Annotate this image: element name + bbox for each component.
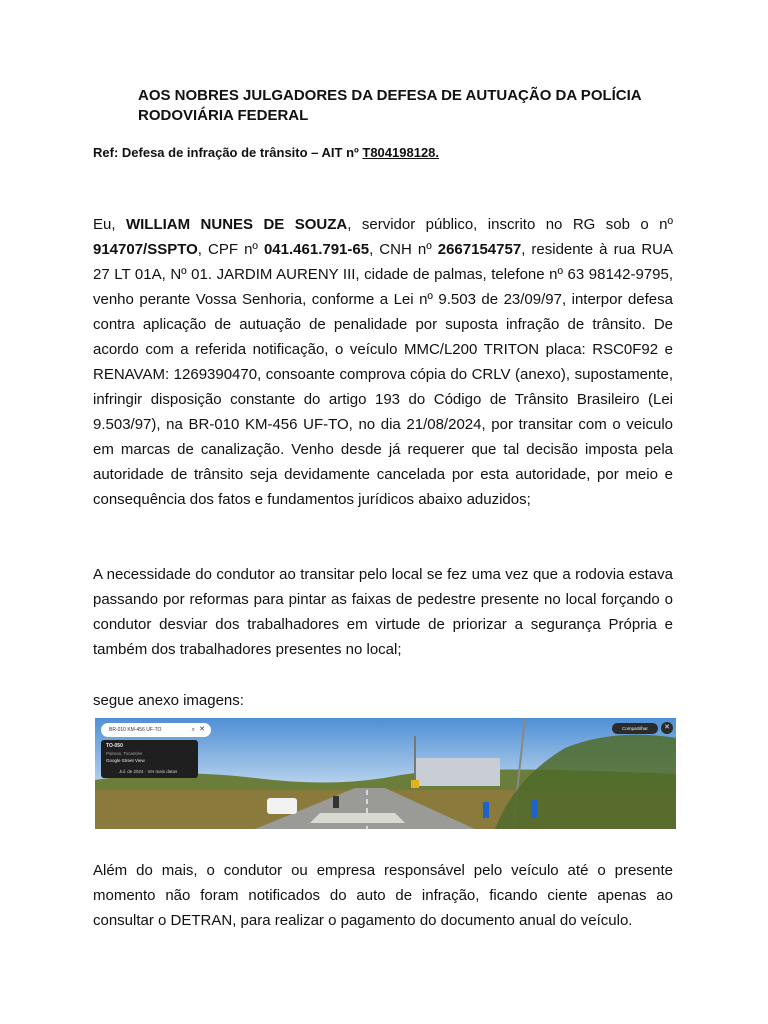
warning-sign bbox=[411, 780, 419, 788]
worker-1 bbox=[483, 802, 489, 818]
card-date: Jul. de 2024 bbox=[119, 769, 144, 774]
paragraph-justification: A necessidade do condutor ao transitar pelo local se fez uma vez que a rodovia estava passando por reformas para pintar as faixas de pedestre presente no local forçando o condutor desviar dos trabalhadores em virtude de priorizar a segurança Própria e também dos trabalhadores presentes no local; bbox=[93, 566, 673, 658]
ait-number: T804198128. bbox=[362, 145, 440, 160]
search-icon[interactable]: ⌕ bbox=[191, 727, 195, 733]
paragraph-annex: segue anexo imagens: bbox=[93, 692, 244, 709]
person-name: WILLIAM NUNES DE SOUZA bbox=[125, 216, 348, 233]
card-source: Google Street View bbox=[106, 758, 145, 763]
reference-line bbox=[93, 145, 439, 160]
p1-text-1: Eu, bbox=[93, 216, 126, 233]
share-button[interactable]: Compartilhar bbox=[612, 723, 658, 734]
crosswalk bbox=[310, 813, 405, 823]
worker-2 bbox=[531, 800, 537, 818]
maps-search-text: BR-010 KM-456 UF-TO bbox=[109, 727, 162, 733]
paragraph-identification bbox=[93, 212, 673, 512]
rg-number: 914707/SSPTO bbox=[93, 241, 198, 258]
p1-text-3: , CPF nº bbox=[197, 241, 264, 258]
close-icon[interactable]: ✕ bbox=[199, 726, 205, 733]
warehouse bbox=[415, 758, 500, 786]
more-dates-link[interactable]: Ver mais datas bbox=[147, 769, 178, 774]
pickup-truck bbox=[267, 798, 297, 814]
street-view-photo bbox=[95, 718, 676, 829]
document-title: AOS NOBRES JULGADORES DA DEFESA DE AUTUAÇÃO DA POLÍCIA RODOVIÁRIA FEDERAL bbox=[138, 87, 642, 124]
card-title: TO-050 bbox=[106, 743, 123, 749]
close-button[interactable]: ✕ bbox=[661, 722, 673, 734]
maps-search-box[interactable] bbox=[101, 723, 211, 737]
p1-text-2: , servidor público, inscrito no RG sob o nº bbox=[347, 216, 673, 233]
maps-location-card: TO-050 Palmas, Tocantins Google Street View Jul. de 2024 · Ver mais datas bbox=[101, 740, 198, 778]
p1-text-4: , CNH nº bbox=[369, 241, 438, 258]
cnh-number: 2667154757 bbox=[437, 241, 522, 258]
p1-text-5: , residente à rua RUA 27 LT 01A, Nº 01. JARDIM AURENY III, cidade de palmas, telefone nº 63 98142-9795, venho perante Vossa Senhoria, conforme a Lei nº 9.503 de 23/09/97, interpor defesa contra aplicação de autuação de penalidade por suposta infração de trânsito. De acordo com a referida notificação, o veículo MMC/L200 TRITON placa: RSC0F92 e RENAVAM: 1269390470, consoante comprova cópia do CRLV (anexo), supostamente, infringir disposição constante do artigo 193 do Código de Trânsito Brasileiro (Lei 9.503/97), na BR-010 KM-456 UF-TO, no dia 21/08/2024, por transitar com o veiculo em marcas de canalização. Venho desde já requerer que tal decisão imposta pela autoridade de trânsito seja devidamente cancelada por esta autoridade, por meio e consequência dos fatos e fundamentos jurídicos abaixo aduzidos; bbox=[93, 241, 673, 508]
card-subtitle: Palmas, Tocantins bbox=[106, 751, 143, 756]
cpf-number: 041.461.791-65 bbox=[263, 241, 370, 258]
reference-prefix: Ref: Defesa de infração de trânsito – AIT nº bbox=[93, 145, 363, 160]
motorcycle bbox=[333, 796, 339, 808]
paragraph-notification: Além do mais, o condutor ou empresa responsável pelo veículo até o presente momento não foram notificados do auto de infração, ficando ciente apenas ao consultar o DETRAN, para realizar o pagamento do documento anual do veículo. bbox=[93, 862, 673, 929]
